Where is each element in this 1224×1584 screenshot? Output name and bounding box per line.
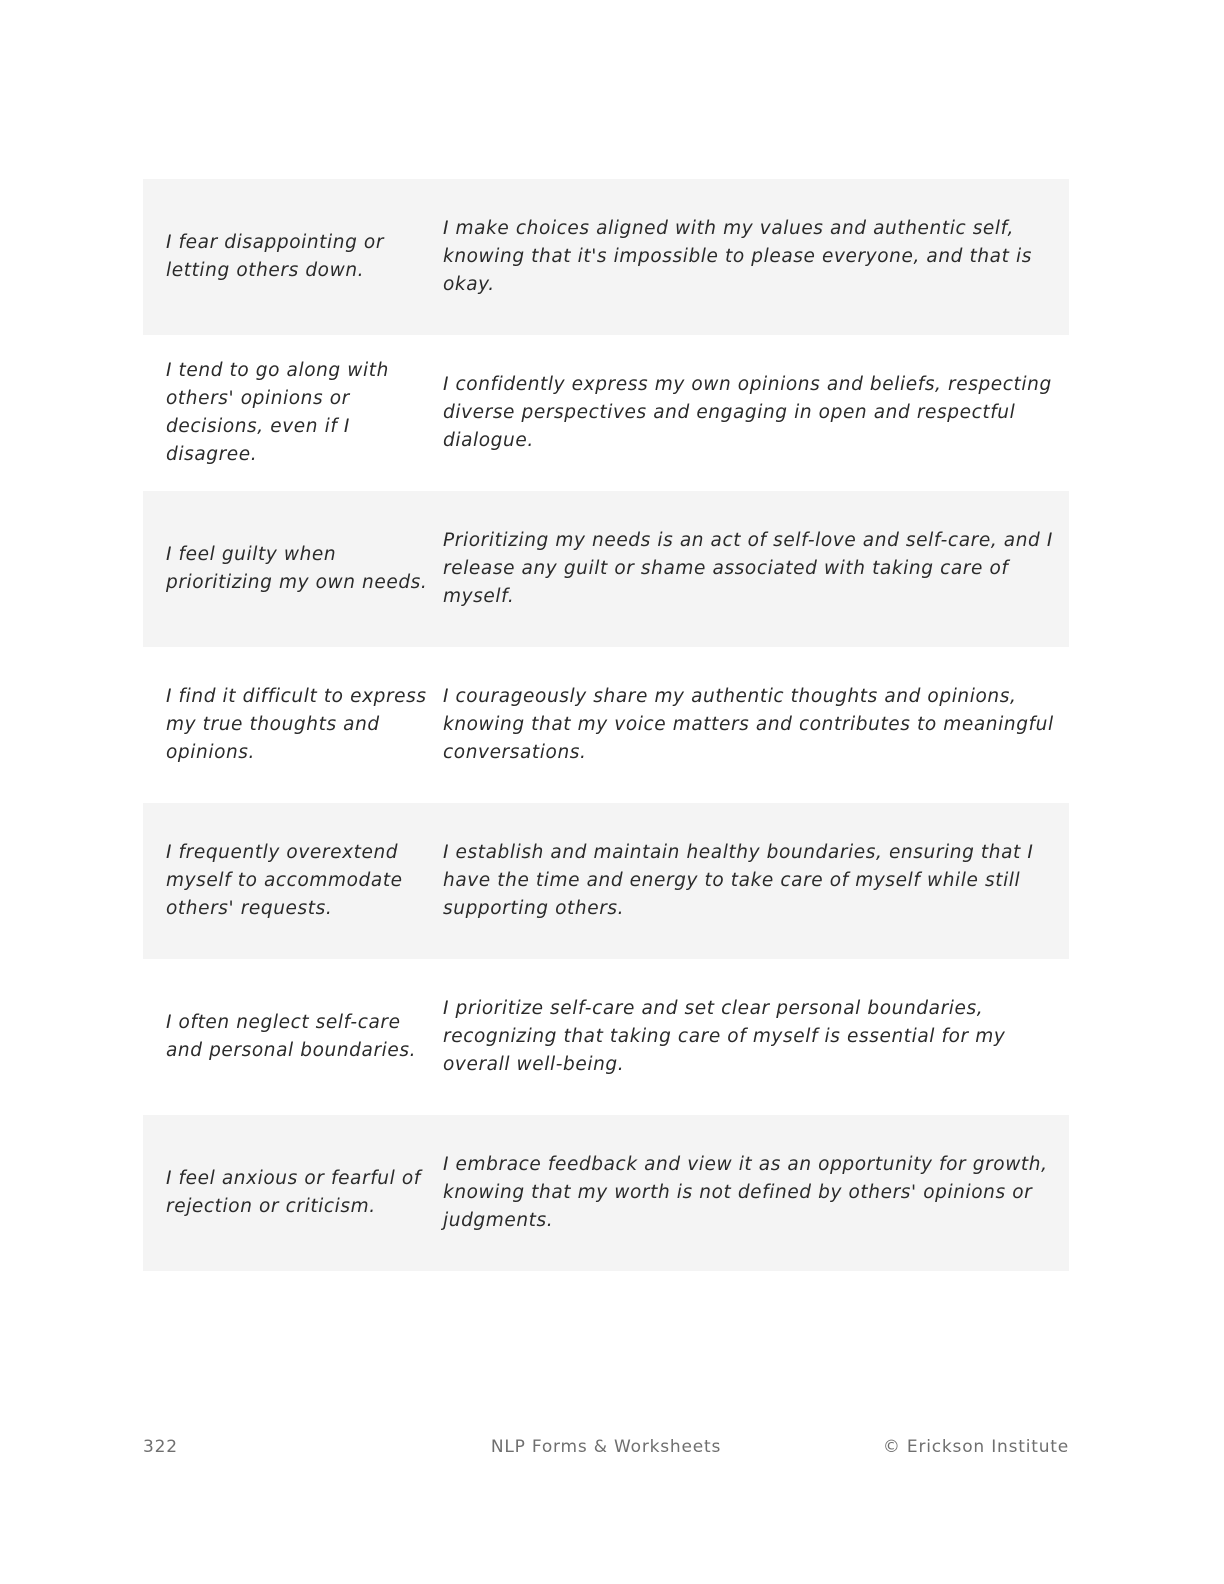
limiting-belief: I frequently overextend myself to accommodate others' requests. xyxy=(166,842,403,919)
table-row xyxy=(143,491,1069,647)
table-row xyxy=(143,647,1069,803)
empowering-belief: Prioritizing my needs is an act of self-love and self-care, and I release any guilt or shame associated with taking care of myself. xyxy=(443,530,1053,607)
page-footer xyxy=(143,1437,1069,1461)
table-row xyxy=(143,335,1069,491)
table-row xyxy=(143,1115,1069,1271)
limiting-belief: I feel guilty when prioritizing my own needs. xyxy=(166,544,428,593)
limiting-belief: I find it difficult to express my true thoughts and opinions. xyxy=(166,686,427,763)
limiting-belief: I often neglect self-care and personal boundaries. xyxy=(166,1012,417,1061)
empowering-belief: I prioritize self-care and set clear personal boundaries, recognizing that taking care of myself is essential for my overall well-being. xyxy=(443,998,1006,1075)
empowering-belief: I courageously share my authentic thoughts and opinions, knowing that my voice matters and contributes to meaningful conversations. xyxy=(443,686,1054,763)
belief-table xyxy=(143,179,1069,1271)
limiting-belief: I tend to go along with others' opinions or decisions, even if I disagree. xyxy=(166,360,389,465)
empowering-belief: I embrace feedback and view it as an opportunity for growth, knowing that my worth is not defined by others' opinions or judgments. xyxy=(443,1154,1048,1231)
limiting-belief: I feel anxious or fearful of rejection or criticism. xyxy=(166,1168,421,1217)
empowering-belief: I establish and maintain healthy boundaries, ensuring that I have the time and energy to take care of myself while still supporting others. xyxy=(443,842,1034,919)
page-number: 322 xyxy=(143,1437,178,1457)
table-row xyxy=(143,959,1069,1115)
book-title: NLP Forms & Worksheets xyxy=(490,1437,722,1457)
table-row xyxy=(143,179,1069,335)
empowering-belief: I confidently express my own opinions and beliefs, respecting diverse perspectives and engaging in open and respectful dialogue. xyxy=(443,374,1052,451)
copyright-notice: © Erickson Institute xyxy=(882,1437,1069,1457)
table-row xyxy=(143,803,1069,959)
limiting-belief: I fear disappointing or letting others down. xyxy=(166,232,385,281)
empowering-belief: I make choices aligned with my values and authentic self, knowing that it's impossible to please everyone, and that is okay. xyxy=(443,218,1032,295)
